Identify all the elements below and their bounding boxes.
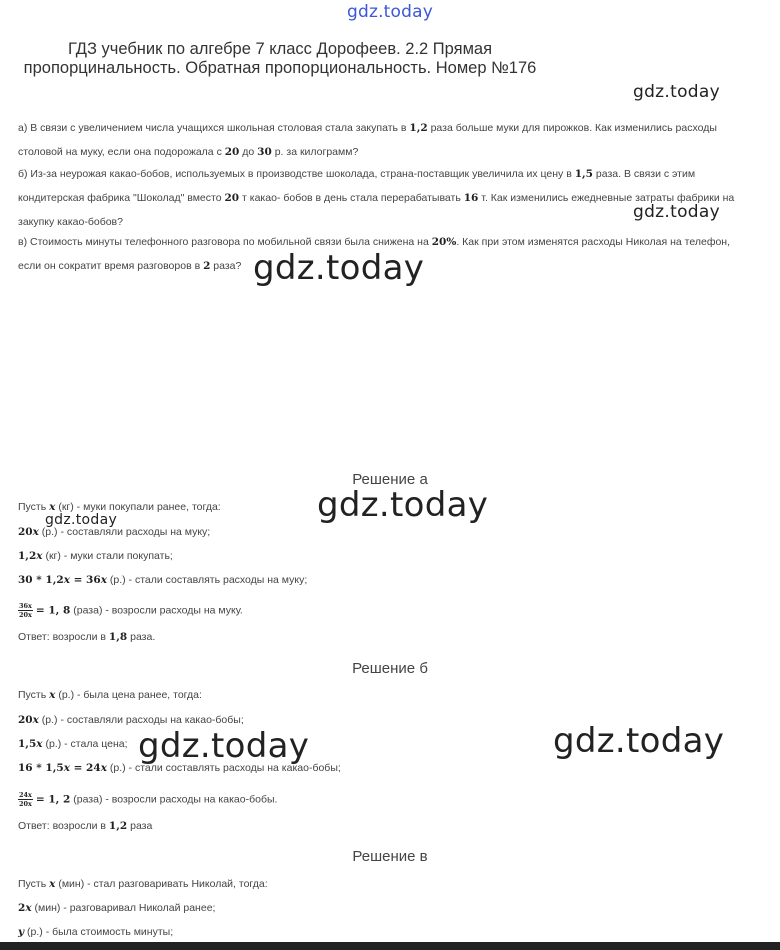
fraction: $\frac{36x}{20x}$ [19, 602, 32, 619]
solution-a-line-2: 20x (р.) - составляли расходы на муку; [18, 526, 211, 538]
solution-c-line-1: Пусть x (мин) - стал разговаривать Николай, тогда: [18, 878, 268, 890]
solution-a-line-3: 1,2x (кг) - муки стали покупать; [18, 550, 173, 562]
solution-b-line-1: Пусть x (р.) - была цена ранее, тогда: [18, 689, 202, 701]
task-b [18, 162, 770, 234]
task-b-line-1: б) Из-за неурожая какао-бобов, используемых в производстве шоколада, страна-поставщик увеличила их цену в 1,5 раза. В связи с этим [18, 168, 696, 180]
solution-b-line-3: 1,5x (р.) - стала цена; [18, 738, 128, 750]
solution-b-heading: Решение б [352, 660, 428, 677]
task-c-line-2: если он сократит время разговоров в 2 раза? [18, 260, 242, 272]
bottom-bar [0, 942, 780, 950]
fraction: $\frac{24x}{20x}$ [19, 791, 32, 808]
page-title: ГДЗ учебник по алгебре 7 класс Дорофеев. 2.2 Прямая пропорцинальность. Обратная пропорциональность. Номер №176 [23, 40, 537, 77]
watermark: gdz.today [633, 202, 720, 222]
watermark: gdz.today [553, 721, 725, 761]
solution-b-line-2: 20x (р.) - составляли расходы на какао-бобы; [18, 714, 244, 726]
task-a-line-1: а) В связи с увеличением числа учащихся школьная столовая стала закупать в 1,2 раза больше муки для пирожков. Как изменились расходы [18, 122, 717, 134]
solution-b-line-5: $\frac{24x}{20x}$ = 1, 2 (раза) - возросли расходы на какао-бобы. [19, 791, 278, 808]
solution-b-line-4: 16 * 1,5x = 24x (р.) - стали составлять расходы на какао-бобы; [18, 762, 341, 774]
solution-a-answer: Ответ: возросли в 1,8 раза. [18, 631, 156, 643]
solution-a-line-1: Пусть x (кг) - муки покупали ранее, тогда: [18, 501, 221, 513]
task-a [18, 116, 770, 164]
site-logo[interactable]: gdz.today [346, 2, 434, 22]
watermark: gdz.today [317, 485, 489, 525]
task-b-line-3: закупку какао-бобов? [18, 216, 123, 228]
task-c-line-1: в) Стоимость минуты телефонного разговора по мобильной связи была снижена на 20%. Как при этом изменятся расходы Николая на телефон, [18, 236, 731, 248]
watermark: gdz.today [253, 248, 425, 288]
task-b-line-2: кондитерская фабрика "Шоколад" вместо 20 т какао- бобов в день стала перерабатывать 16 т. Как изменились ежедневные затраты фабрики на [18, 192, 735, 204]
watermark: gdz.today [138, 726, 310, 766]
task-c [18, 230, 770, 278]
solution-c-line-3: y (р.) - была стоимость минуты; [18, 926, 174, 938]
solution-a-line-5: $\frac{36x}{20x}$ = 1, 8 (раза) - возросли расходы на муку. [19, 602, 243, 619]
solution-a-heading: Решение а [352, 471, 428, 488]
solution-b-answer: Ответ: возросли в 1,2 раза [18, 820, 153, 832]
watermark: gdz.today [633, 82, 720, 102]
solution-a-line-4: 30 * 1,2x = 36x (р.) - стали составлять расходы на муку; [18, 574, 308, 586]
solution-c-line-2: 2x (мин) - разговаривал Николай ранее; [18, 902, 216, 914]
task-a-line-2: столовой на муку, если она подорожала с 20 до 30 р. за килограмм? [18, 146, 359, 158]
solution-c-heading: Решение в [352, 848, 428, 865]
watermark: gdz.today [45, 512, 118, 528]
